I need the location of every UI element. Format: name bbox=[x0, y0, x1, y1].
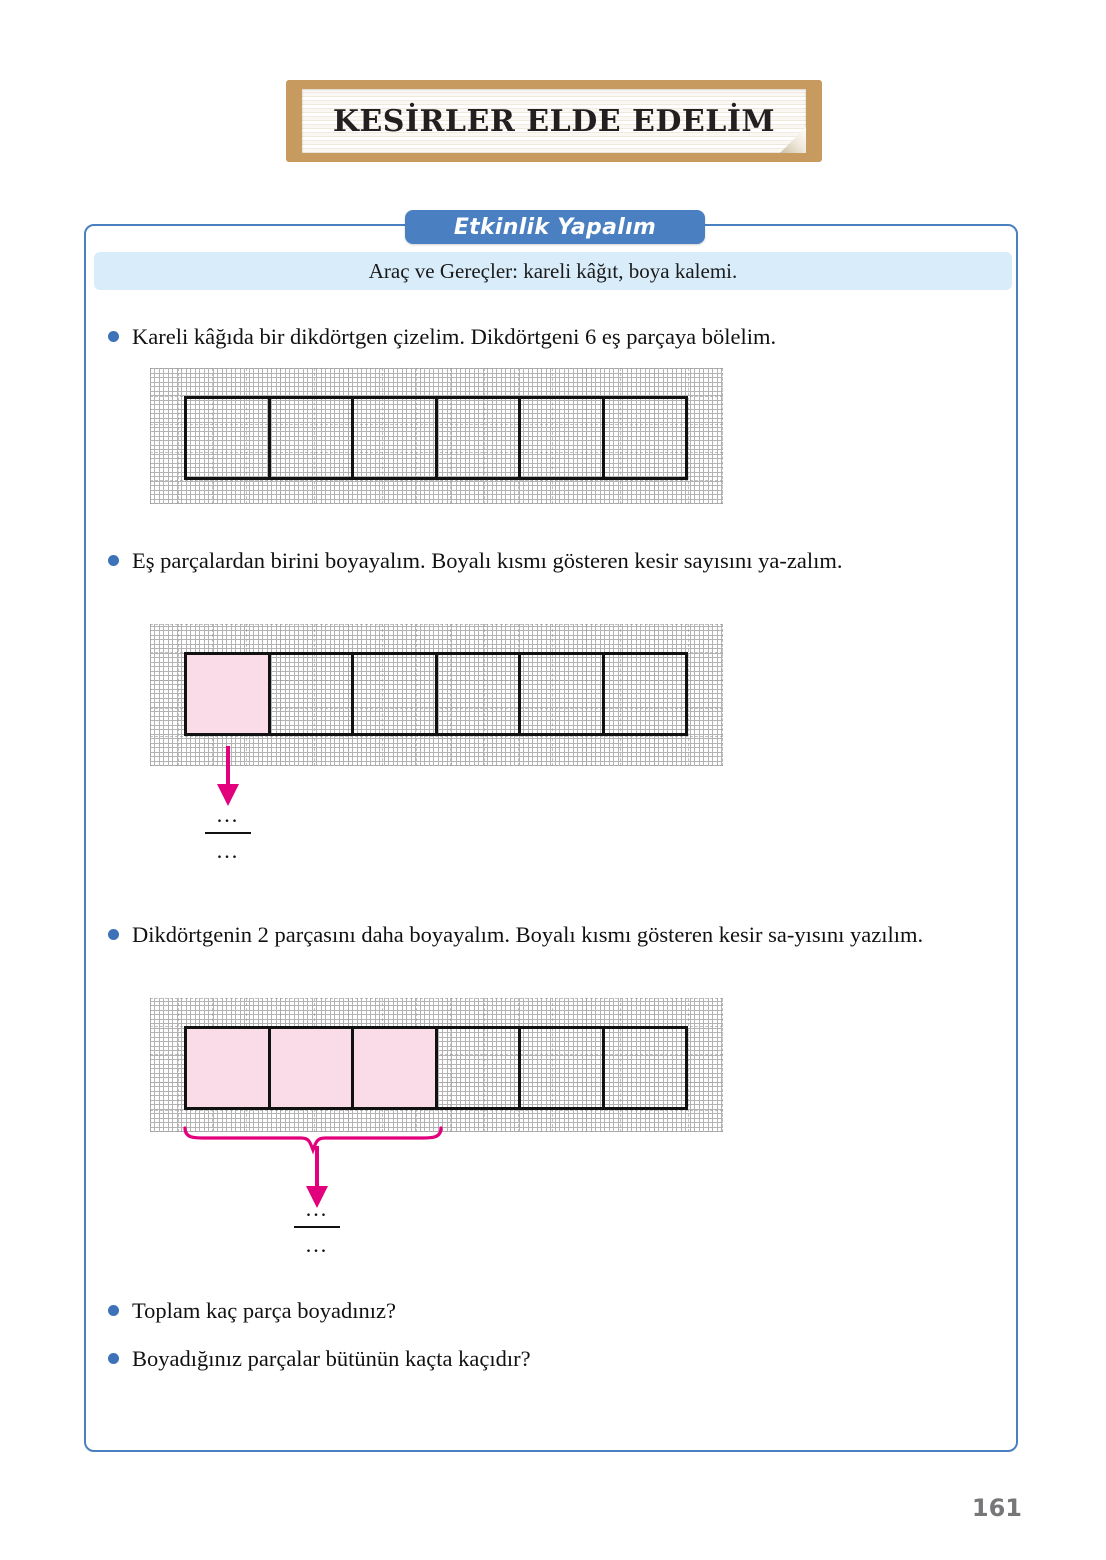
figure-1-part-3 bbox=[354, 399, 438, 477]
bullet-text-2: Eş parçalardan birini boyayalım. Boyalı kısmı gösteren kesir sayısını ya-zalım. bbox=[132, 548, 843, 573]
figure-3-fraction-denominator: ... bbox=[305, 1232, 329, 1257]
figure-2-part-2 bbox=[271, 655, 355, 733]
activity-badge bbox=[405, 210, 705, 244]
bullet-dot-icon bbox=[108, 1353, 119, 1364]
figure-2-fraction bbox=[201, 804, 255, 862]
bullet-text-3: Dikdörtgenin 2 parçasını daha boyayalım. Boyalı kısmı gösteren kesir sa-yısını yazılım. bbox=[132, 922, 924, 947]
figure-3-fraction-bar bbox=[294, 1226, 340, 1228]
figure-2-part-4 bbox=[438, 655, 522, 733]
figure-1-part-6 bbox=[605, 399, 686, 477]
figure-2-part-1-shaded bbox=[187, 655, 271, 733]
page-title-banner bbox=[286, 80, 822, 162]
activity-content-box bbox=[84, 224, 1018, 1452]
figure-1-part-1 bbox=[187, 399, 271, 477]
figure-2-arrow-icon bbox=[208, 746, 248, 810]
figure-3-part-2-shaded bbox=[271, 1029, 355, 1107]
figure-2-part-3 bbox=[354, 655, 438, 733]
figure-1-part-4 bbox=[438, 399, 522, 477]
materials-band bbox=[94, 252, 1012, 290]
bullet-item-1 bbox=[108, 320, 1008, 353]
figure-2-rectangle bbox=[184, 652, 688, 736]
bullet-dot-icon bbox=[108, 331, 119, 342]
bullet-dot-icon bbox=[108, 1305, 119, 1316]
figure-1-part-5 bbox=[521, 399, 605, 477]
figure-3-part-5 bbox=[521, 1029, 605, 1107]
figure-3-grid-paper bbox=[150, 998, 723, 1132]
figure-3-part-6 bbox=[605, 1029, 686, 1107]
figure-2-fraction-denominator: ... bbox=[216, 838, 240, 863]
page-title: KESİRLER ELDE EDELİM bbox=[332, 103, 776, 139]
activity-badge-label: Etkinlik Yapalım bbox=[453, 214, 657, 240]
figure-3-part-1-shaded bbox=[187, 1029, 271, 1107]
figure-3-part-4 bbox=[438, 1029, 522, 1107]
figure-2-grid-paper bbox=[150, 624, 723, 766]
bullet-dot-icon bbox=[108, 929, 119, 940]
page-number: 161 bbox=[971, 1494, 1022, 1522]
figure-2-part-5 bbox=[521, 655, 605, 733]
figure-3-fraction bbox=[290, 1198, 344, 1256]
figure-3-rectangle bbox=[184, 1026, 688, 1110]
figure-2-part-6 bbox=[605, 655, 686, 733]
figure-3-fraction-numerator: ... bbox=[305, 1196, 329, 1221]
figure-1-rectangle bbox=[184, 396, 688, 480]
bullet-text-5: Boyadığınız parçalar bütünün kaçta kaçıdır? bbox=[132, 1346, 531, 1371]
figure-1-part-2 bbox=[271, 399, 355, 477]
bullet-text-1: Kareli kâğıda bir dikdörtgen çizelim. Dikdörtgeni 6 eş parçaya bölelim. bbox=[132, 324, 777, 349]
bullet-item-5 bbox=[108, 1342, 1008, 1375]
materials-text: Araç ve Gereçler: kareli kâğıt, boya kalemi. bbox=[368, 258, 738, 283]
bullet-text-4: Toplam kaç parça boyadınız? bbox=[132, 1298, 396, 1323]
figure-2-fraction-bar bbox=[205, 832, 251, 834]
bullet-dot-icon bbox=[108, 555, 119, 566]
figure-1-grid-paper bbox=[150, 368, 723, 504]
bullet-item-3 bbox=[108, 918, 1008, 951]
figure-2-fraction-numerator: ... bbox=[216, 802, 240, 827]
figure-3-part-3-shaded bbox=[354, 1029, 438, 1107]
bullet-item-2 bbox=[108, 544, 1008, 577]
bullet-item-4 bbox=[108, 1294, 1008, 1327]
